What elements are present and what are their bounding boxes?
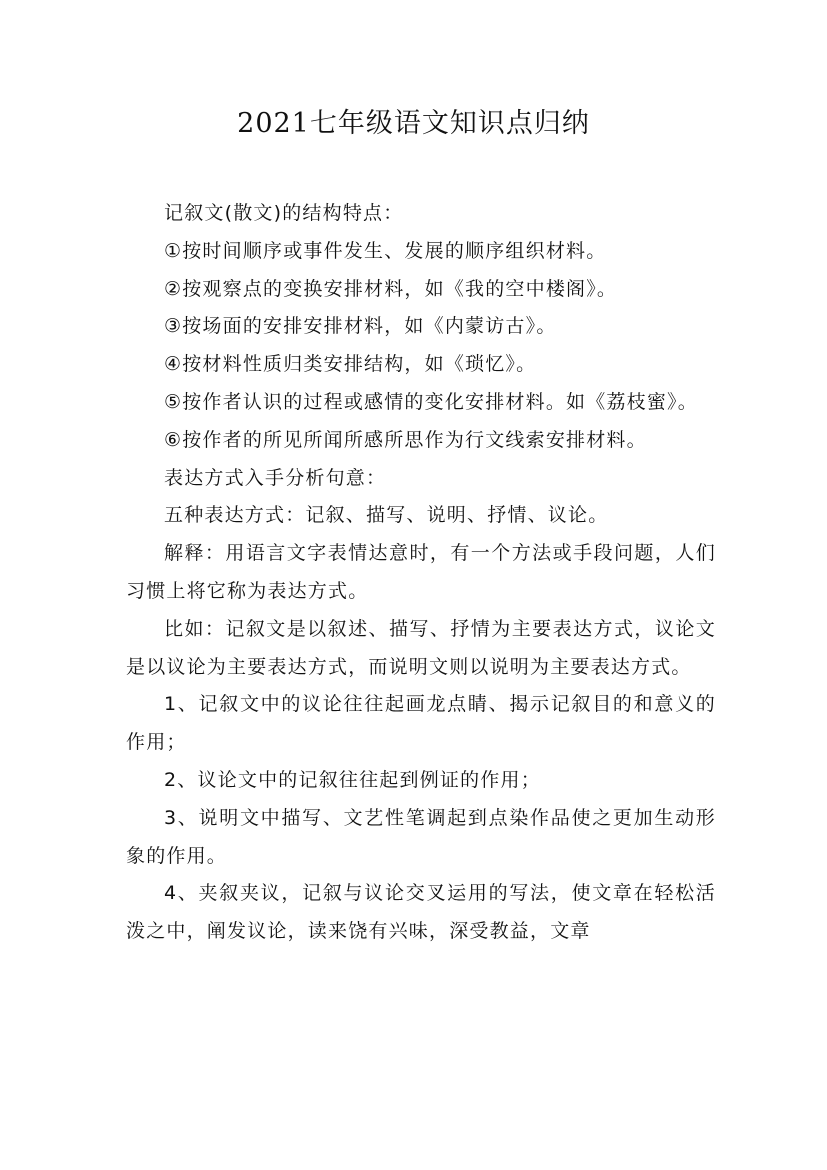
paragraph-five-methods: 五种表达方式：记叙、描写、说明、抒情、议论。 bbox=[164, 504, 609, 527]
document-title: 2021七年级语文知识点归纳 bbox=[237, 108, 590, 139]
paragraph-item-5: ⑤按作者认识的过程或感情的变化安排材料。如《荔枝蜜》。 bbox=[164, 390, 698, 413]
paragraph-expression-heading: 表达方式入手分析句意： bbox=[164, 466, 387, 489]
paragraph-example: 比如：记叙文是以叙述、描写、抒情为主要表达方式，议论文是以议论为主要表达方式，而说明文则以说明为主要表达方式。 bbox=[126, 617, 716, 678]
paragraph-item-2: ②按观察点的变换安排材料，如《我的空中楼阁》。 bbox=[164, 277, 618, 300]
paragraph-item-6: ⑥按作者的所见所闻所感所思作为行文线索安排材料。 bbox=[164, 428, 647, 451]
paragraph-point-2: 2、议论文中的记叙往往起到例证的作用； bbox=[164, 768, 541, 791]
paragraph-point-4: 4、夹叙夹议，记叙与议论交叉运用的写法，使文章在轻松活泼之中，阐发议论，读来饶有兴味，深受教益，文章 bbox=[126, 882, 716, 943]
paragraph-structure-heading: 记叙文(散文)的结构特点： bbox=[164, 202, 404, 224]
paragraph-explanation: 解释：用语言文字表情达意时，有一个方法或手段问题，人们习惯上将它称为表达方式。 bbox=[126, 542, 716, 602]
paragraph-point-1: 1、记叙文中的议论往往起画龙点睛、揭示记叙目的和意义的作用； bbox=[126, 693, 716, 754]
document-body bbox=[126, 195, 716, 951]
paragraph-point-3: 3、说明文中描写、文艺性笔调起到点染作品使之更加生动形象的作用。 bbox=[126, 806, 716, 867]
paragraph-item-3: ③按场面的安排安排材料，如《内蒙访古》。 bbox=[164, 315, 557, 338]
paragraph-item-1: ①按时间顺序或事件发生、发展的顺序组织材料。 bbox=[164, 239, 607, 262]
paragraph-item-4: ④按材料性质归类安排结构，如《琐忆》。 bbox=[164, 353, 537, 376]
